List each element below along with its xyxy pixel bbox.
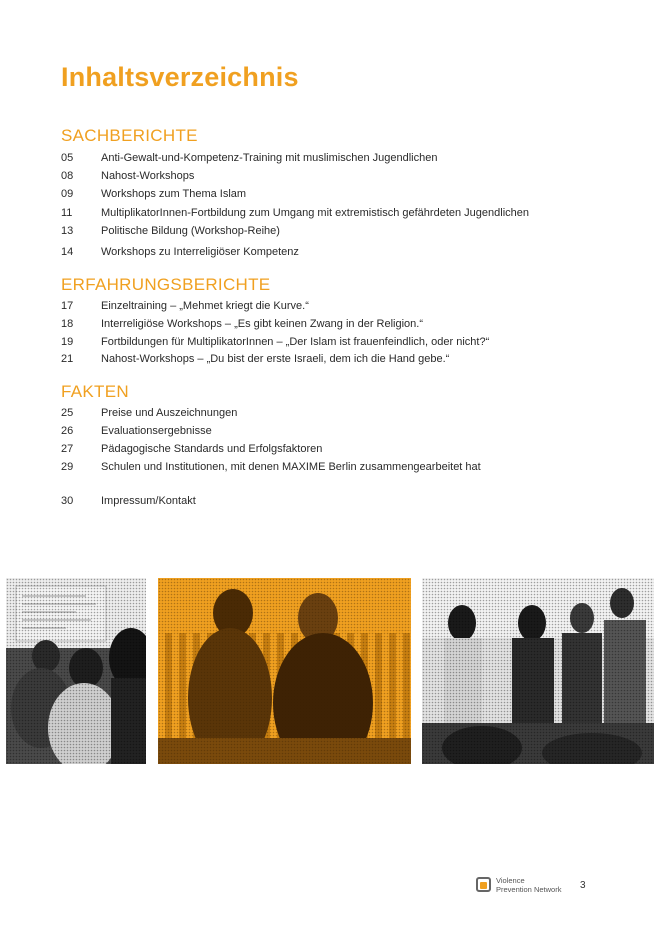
section-heading-fakten: FAKTEN [61, 382, 129, 401]
toc-page-number: 09 [61, 188, 74, 200]
page-number: 3 [580, 880, 586, 891]
toc-entry-title: Fortbildungen für MultiplikatorInnen – „Der Islam ist frauenfeindlich, oder nicht?“ [101, 336, 490, 348]
section-heading-sachberichte: SACHBERICHTE [61, 126, 198, 145]
toc-entry[interactable] [61, 187, 246, 201]
toc-entry[interactable] [61, 335, 489, 349]
toc-entry[interactable] [61, 460, 481, 474]
toc-entry[interactable] [61, 206, 529, 220]
toc-entry-title: Anti-Gewalt-und-Kompetenz-Training mit muslimischen Jugendlichen [101, 152, 438, 164]
toc-entry[interactable] [61, 442, 322, 456]
toc-entry-title: Einzeltraining – „Mehmet kriegt die Kurve.“ [101, 300, 309, 312]
logo-mark-icon [476, 877, 491, 892]
toc-page-number: 11 [61, 207, 73, 219]
toc-page-number: 30 [61, 495, 74, 507]
toc-entry[interactable] [61, 494, 196, 508]
page-title: Inhaltsverzeichnis [61, 62, 299, 92]
toc-entry-title: Nahost-Workshops – „Du bist der erste Israeli, dem ich die Hand gebe.“ [101, 353, 450, 365]
toc-page-number: 17 [61, 300, 74, 312]
toc-entry-title: Politische Bildung (Workshop-Reihe) [101, 225, 280, 237]
classroom-photo [6, 578, 146, 764]
toc-entry-title: Preise und Auszeichnungen [101, 407, 238, 419]
toc-entry-title: Schulen und Institutionen, mit denen MAXIME Berlin zusammengearbeitet hat [101, 461, 481, 473]
toc-page-number: 13 [61, 225, 74, 237]
toc-page-number: 05 [61, 152, 74, 164]
toc-entry[interactable] [61, 169, 194, 183]
toc-entry-title: Workshops zu Interreligiöser Kompetenz [101, 246, 299, 258]
toc-entry-title: MultiplikatorInnen-Fortbildung zum Umgang mit extremistisch gefährdeten Jugendlichen [101, 207, 529, 219]
toc-page-number: 19 [61, 336, 74, 348]
toc-page-number: 25 [61, 407, 74, 419]
toc-page-number: 21 [61, 353, 74, 365]
toc-entry-title: Nahost-Workshops [101, 170, 195, 182]
toc-entry[interactable] [61, 406, 237, 420]
group-standing-photo [422, 578, 654, 764]
toc-entry[interactable] [61, 245, 299, 259]
violence-prevention-network-logo [476, 875, 568, 897]
section-heading-erfahrungsberichte: ERFAHRUNGSBERICHTE [61, 275, 271, 294]
toc-entry-title: Pädagogische Standards und Erfolgsfaktoren [101, 443, 323, 455]
logo-line-1: Violence [496, 876, 525, 885]
toc-page-number: 27 [61, 443, 74, 455]
toc-entry-title: Impressum/Kontakt [101, 495, 196, 507]
toc-entry-title: Interreligiöse Workshops – „Es gibt keinen Zwang in der Religion.“ [101, 318, 424, 330]
logo-text [496, 876, 561, 894]
toc-page-number: 29 [61, 461, 74, 473]
toc-page-number: 18 [61, 318, 74, 330]
toc-page-number: 14 [61, 246, 74, 258]
toc-entry[interactable] [61, 224, 280, 238]
toc-entry[interactable] [61, 424, 212, 438]
toc-entry-title: Evaluationsergebnisse [101, 425, 212, 437]
toc-page-number: 08 [61, 170, 74, 182]
toc-entry[interactable] [61, 299, 309, 313]
toc-entry[interactable] [61, 352, 449, 366]
logo-line-2: Prevention Network [496, 885, 562, 894]
toc-entry[interactable] [61, 151, 437, 165]
toc-page-number: 26 [61, 425, 74, 437]
toc-entry-title: Workshops zum Thema Islam [101, 188, 247, 200]
two-men-laughing-photo [158, 578, 411, 764]
toc-entry[interactable] [61, 317, 423, 331]
